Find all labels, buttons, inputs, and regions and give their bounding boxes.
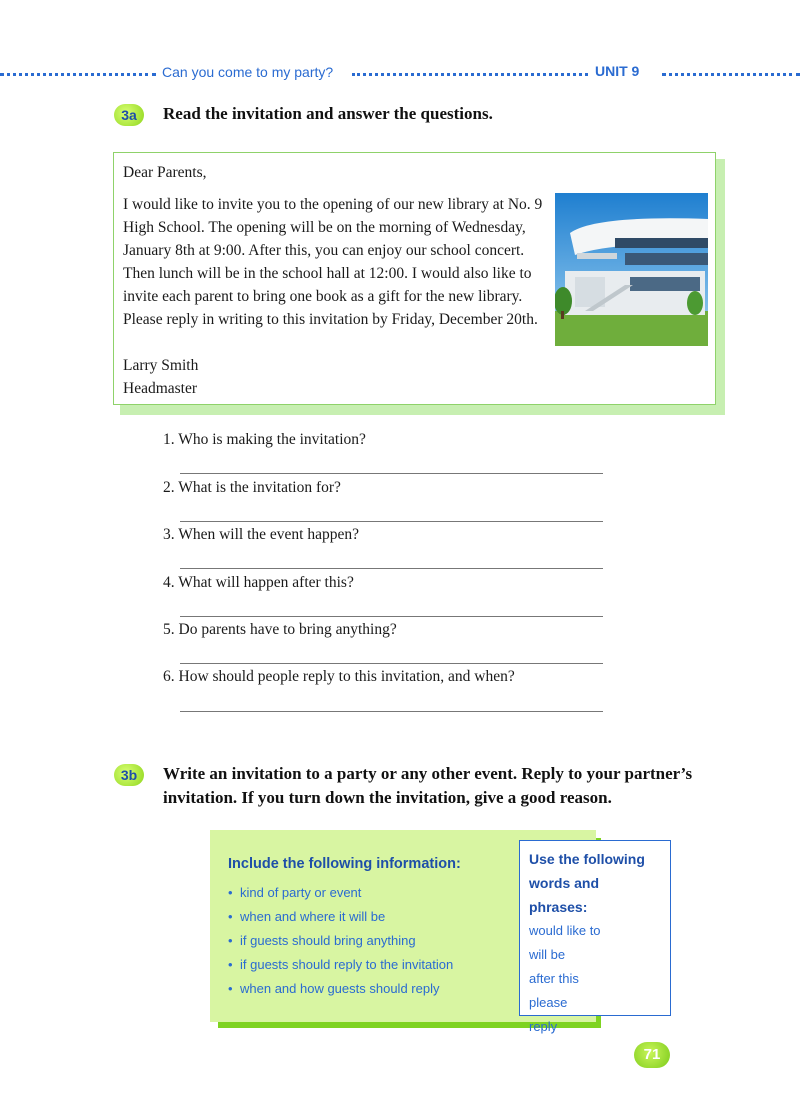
bullet-icon: • bbox=[228, 885, 233, 900]
info-item: • when and where it will be bbox=[228, 905, 453, 929]
header-dots-right bbox=[662, 73, 800, 76]
unit-label: UNIT 9 bbox=[595, 63, 640, 79]
section-3a-instruction: Read the invitation and answer the questions. bbox=[163, 104, 493, 123]
phrase-item: will be bbox=[529, 947, 566, 962]
info-item: • if guests should bring anything bbox=[228, 929, 453, 953]
section-3b-badge: 3b bbox=[114, 764, 144, 786]
phrase-item: after this bbox=[529, 971, 579, 986]
letter-body: I would like to invite you to the opening of our new library at No. 9 High School. The opening will be on the morning of Wednesday, January 8th at 9:00. After this, you can enjoy our school concert. Then lunch will be in the school hall at 12:00. I would also like to invite each parent to bring one book as a gift for the new library. Please reply in writing to this invitation by Friday, December 20th. bbox=[123, 196, 543, 328]
invitation-letter bbox=[113, 152, 716, 405]
phrase-item: reply bbox=[529, 1019, 558, 1034]
info-item: • when and how guests should reply bbox=[228, 977, 453, 1001]
letter-greeting: Dear Parents, bbox=[123, 164, 207, 181]
words-box-title-1: Use the following bbox=[529, 851, 645, 867]
question-5: 5. Do parents have to bring anything? bbox=[163, 621, 397, 638]
letter-signature bbox=[123, 354, 198, 400]
bullet-icon: • bbox=[228, 933, 233, 948]
question-1: 1. Who is making the invitation? bbox=[163, 431, 366, 448]
page-number: 71 bbox=[634, 1042, 670, 1068]
question-4: 4. What will happen after this? bbox=[163, 574, 354, 591]
bullet-icon: • bbox=[228, 909, 233, 924]
phrase-item: would like to bbox=[529, 923, 601, 938]
info-item: • kind of party or event bbox=[228, 881, 453, 905]
info-list bbox=[228, 881, 453, 1001]
section-3b-instruction-line1: Write an invitation to a party or any other event. Reply to your partner’s bbox=[163, 764, 693, 783]
question-6: 6. How should people reply to this invitation, and when? bbox=[163, 668, 515, 685]
answer-line-3[interactable] bbox=[180, 568, 603, 569]
answer-line-5[interactable] bbox=[180, 663, 603, 664]
unit-subtitle: Can you come to my party? bbox=[162, 64, 334, 80]
answer-line-6[interactable] bbox=[180, 711, 603, 712]
signature-name: Larry Smith bbox=[123, 357, 199, 374]
bullet-icon: • bbox=[228, 957, 233, 972]
words-box-title-2: words and phrases: bbox=[529, 875, 600, 915]
info-box-title: Include the following information: bbox=[228, 856, 461, 872]
answer-line-4[interactable] bbox=[180, 616, 603, 617]
question-2: 2. What is the invitation for? bbox=[163, 479, 341, 496]
info-item: • if guests should reply to the invitation bbox=[228, 953, 453, 977]
phrase-item: please bbox=[529, 995, 568, 1010]
section-3b-instruction-line2: invitation. If you turn down the invitation, give a good reason. bbox=[163, 788, 612, 807]
question-3: 3. When will the event happen? bbox=[163, 526, 359, 543]
answer-line-2[interactable] bbox=[180, 521, 603, 522]
bullet-icon: • bbox=[228, 981, 233, 996]
answer-line-1[interactable] bbox=[180, 473, 603, 474]
header-dots-middle bbox=[352, 73, 588, 76]
signature-title: Headmaster bbox=[123, 380, 198, 397]
school-library-photo bbox=[555, 193, 708, 346]
section-3a-badge: 3a bbox=[114, 104, 144, 126]
header-dots-left bbox=[0, 73, 156, 76]
words-phrases-box bbox=[519, 840, 671, 1034]
